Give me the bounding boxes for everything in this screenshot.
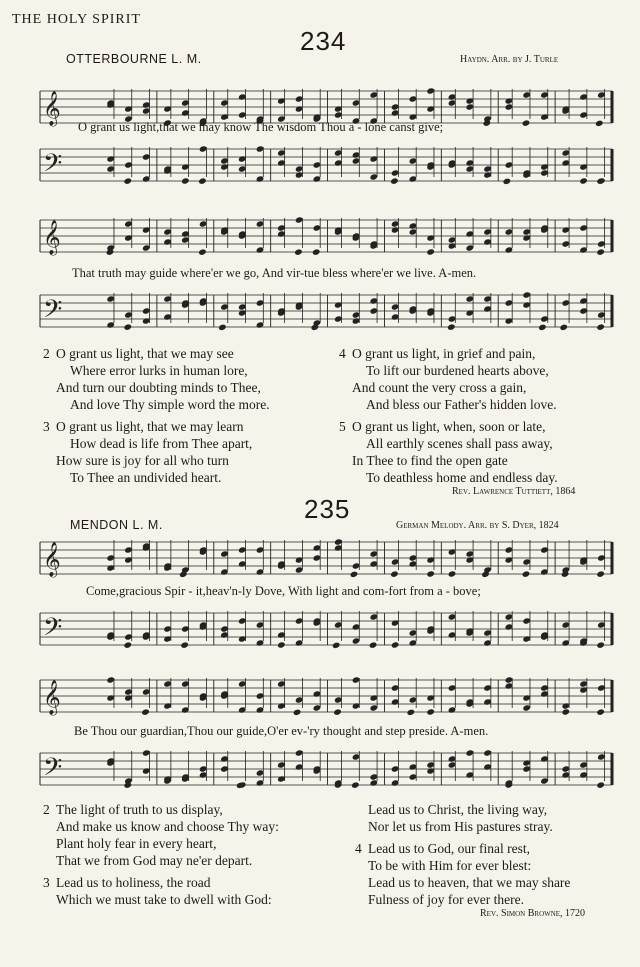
music-score (0, 62, 640, 152)
note-head (332, 642, 341, 649)
note-head (293, 709, 302, 716)
note-head (123, 323, 132, 330)
stanza (43, 345, 270, 413)
tune-name: OTTERBOURNE L. M. (66, 52, 202, 66)
stanza-line: O grant us light, that we may learn (56, 419, 244, 434)
note-head (522, 119, 531, 126)
note-head (596, 248, 605, 255)
note-head (596, 708, 605, 715)
note-head (503, 178, 512, 185)
stanza-line: And count the very cross a gain, (352, 380, 527, 395)
stanza-line: Lead us to holiness, the road (56, 875, 211, 890)
music-score (0, 208, 640, 264)
stanza-line: Plant holy fear in every heart, (56, 836, 217, 851)
stanza-line: That we from God may ne'er depart. (56, 853, 253, 868)
note-head (579, 177, 588, 184)
stanza-line: To lift our burdened hearts above, (366, 363, 549, 378)
note-head (596, 781, 605, 788)
stanza-line: O grant us light, that we may see (56, 346, 234, 361)
stanza-line: O grant us light, when, soon or late, (352, 419, 546, 434)
stanza-line: In Thee to find the open gate (352, 453, 508, 468)
note-head (141, 708, 150, 715)
stanza-line: O grant us light, in grief and pain, (352, 346, 536, 361)
note-head (198, 177, 207, 184)
music-credit: German Melody. Arr. by S. Dyer, 1824 (396, 520, 559, 531)
note-head (218, 324, 227, 331)
stanza-number: 3 (43, 419, 50, 434)
note-head (390, 570, 399, 577)
stanza-line: How sure is joy for all who turn (56, 453, 229, 468)
stanza-line: To Thee an undivided heart. (70, 470, 222, 485)
stanza-line: All earthly scenes shall pass away, (366, 436, 553, 451)
stanza-number: 3 (43, 875, 50, 890)
stanza-line: Where error lurks in human lore, (70, 363, 248, 378)
stanza-line: The light of truth to us display, (56, 802, 223, 817)
note-head (333, 708, 342, 715)
hymn-number: 235 (304, 494, 351, 524)
stanza-line: How dead is life from Thee apart, (70, 436, 253, 451)
music-score (0, 286, 640, 336)
stanza-line: To deathless home and endless day. (366, 470, 558, 485)
stanza (339, 418, 558, 486)
note-head (426, 708, 435, 715)
music-credit: Haydn. Arr. by J. Turle (460, 54, 559, 65)
lyric-line: That truth may guide where'er we go, And vir-tue bless where'er we live. A-men. (72, 266, 477, 280)
note-head (596, 570, 605, 577)
stanza-line: To be with Him for ever blest: (368, 858, 532, 873)
music-score (0, 744, 640, 794)
note-head (181, 177, 190, 184)
stanza-number: 4 (339, 346, 346, 361)
note-head (391, 641, 400, 648)
stanza-number: 2 (43, 346, 50, 361)
stanza-line: Lead us to God, our final rest, (368, 841, 530, 856)
note-head (198, 248, 207, 255)
stanza-line: And love Thy simple word the more. (70, 397, 270, 412)
note-head (123, 641, 132, 648)
music-score (0, 530, 640, 586)
note-head (180, 641, 189, 648)
stanza-line: Lead us to Christ, the living way, (368, 802, 548, 817)
note-head (123, 177, 132, 184)
stanza-line: Which we must take to dwell with God: (56, 892, 272, 907)
note-head (407, 709, 416, 716)
stanza (43, 801, 279, 869)
note-head (312, 248, 321, 255)
note-head (562, 708, 571, 715)
stanza (43, 874, 272, 908)
music-score (0, 604, 640, 654)
tune-name: MENDON L. M. (70, 518, 163, 532)
music-score (0, 140, 640, 190)
lyric-line: O grant us light,that we may know The wisdom Thou a - lone canst give; (78, 120, 444, 134)
text-credit: Rev. Simon Browne, 1720 (480, 908, 586, 919)
note-head (595, 120, 604, 127)
clef-icon: 𝄢 (43, 295, 63, 330)
stanza-number: 4 (355, 841, 362, 856)
note-head (369, 641, 378, 648)
clef-icon: 𝄞 (43, 542, 61, 577)
stanza-line: Lead us to heaven, that we may share (368, 875, 571, 890)
clef-icon: 𝄢 (43, 149, 63, 184)
clef-icon: 𝄢 (43, 753, 63, 788)
note-head (522, 570, 531, 577)
clef-icon: 𝄞 (43, 680, 61, 715)
lyric-line: Be Thou our guardian,Thou our guide,O'er ev-'ry thought and step preside. A-men. (74, 724, 489, 738)
stanza-number: 5 (339, 419, 346, 434)
note-head (277, 641, 286, 648)
note-head (294, 248, 303, 255)
hymn-number: 234 (300, 26, 347, 56)
note-head (596, 323, 605, 330)
stanza-line: And turn our doubting minds to Thee, (56, 380, 261, 395)
text-credit: Rev. Lawrence Tuttiett, 1864 (452, 486, 576, 497)
note-head (448, 570, 457, 577)
note-head (538, 324, 547, 331)
stanza-number: 2 (43, 802, 50, 817)
note-head (447, 323, 456, 330)
note-head (596, 641, 605, 648)
stanza (43, 418, 253, 486)
lyric-line: Come,gracious Spir - it,heav'n-ly Dove, With light and com-fort from a - bove; (86, 584, 481, 598)
stanza-line: Nor let us from His pastures stray. (368, 819, 553, 834)
stanza (339, 345, 557, 413)
note-head (426, 248, 435, 255)
stanza (355, 840, 571, 908)
clef-icon: 𝄢 (43, 613, 63, 648)
music-score (0, 668, 640, 724)
stanza-line: And bless our Father's hidden love. (366, 397, 557, 412)
clef-icon: 𝄞 (43, 91, 61, 126)
note-head (426, 570, 435, 577)
note-head (350, 571, 359, 578)
note-head (596, 177, 605, 184)
clef-icon: 𝄞 (43, 220, 61, 255)
note-head (390, 177, 399, 184)
stanza-line: Fulness of joy for ever there. (368, 892, 524, 907)
stanza-line: And make us know and choose Thy way: (56, 819, 279, 834)
stanza (368, 801, 553, 835)
running-head: THE HOLY SPIRIT (12, 12, 141, 27)
note-head (559, 324, 568, 331)
note-head (351, 781, 360, 788)
